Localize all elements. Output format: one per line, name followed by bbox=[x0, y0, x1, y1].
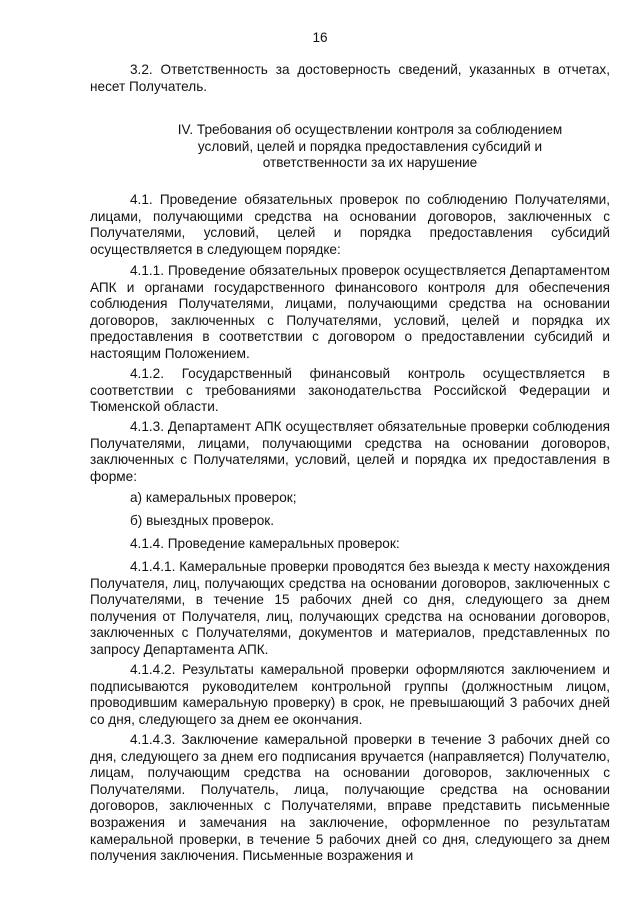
list-item-a: а) камеральных проверок; bbox=[130, 490, 297, 505]
paragraph-4-1-2: 4.1.2. Государственный финансовый контроль осуществляется в соответствии с требованиями законодательства Российской Федерации и Тюменской области. bbox=[90, 366, 610, 415]
page-number: 16 bbox=[312, 30, 328, 45]
paragraph-4-1-4: 4.1.4. Проведение камеральных проверок: bbox=[130, 536, 400, 551]
list-item-b: б) выездных проверок. bbox=[130, 513, 275, 528]
paragraph-3-2: 3.2. Ответственность за достоверность сведений, указанных в отчетах, несет Получатель. bbox=[90, 62, 610, 94]
paragraph-4-1-4-2: 4.1.4.2. Результаты камеральной проверки оформляются заключением и подписываются руководителем контрольной группы (должностным лицом, проводившим камеральную проверку) в срок, не превышающий 3 рабочих дней со дня, следующего за днем ее окончания. bbox=[90, 662, 610, 727]
section-heading: IV. Требования об осуществлении контроля за соблюдением условий, целей и порядка предоставления субсидий и ответственности за их нарушение bbox=[177, 122, 563, 171]
paragraph-4-1-4-3: 4.1.4.3. Заключение камеральной проверки в течение 3 рабочих дней со дня, следующего за днем его подписания вручается (направляется) Получателю, лицам, получающим средства на основании договоров, заключенных с Получателями. Получатель, лица, получающие средства на основании договоров, заключенных с Получателями, вправе представить письменные возражения и замечания на заключение, оформленное по результатам камеральной проверки, в течение 5 рабочих дней со дня, следующего за днем получения заключения. Письменные возражения и bbox=[90, 732, 610, 864]
paragraph-4-1-3: 4.1.3. Департамент АПК осуществляет обязательные проверки соблюдения Получателями, лицами, получающими средства на основании договоров, заключенных с Получателями, условий, целей и порядка их предоставления в форме: bbox=[90, 419, 610, 484]
paragraph-4-1: 4.1. Проведение обязательных проверок по соблюдению Получателями, лицами, получающими средства на основании договоров, заключенных с Получателями, условий, целей и порядка предоставления субсидий осуществляется в следующем порядке: bbox=[90, 192, 610, 257]
paragraph-4-1-4-1: 4.1.4.1. Камеральные проверки проводятся без выезда к месту нахождения Получателя, лиц, получающих средства на основании договоров, заключенных с Получателями, в течение 15 рабочих дней со дня, следующего за днем получения от Получателя, лиц, получающих средства на основании договоров, заключенных с Получателями, документов и материалов, представленных по запросу Департамента АПК. bbox=[90, 559, 610, 657]
paragraph-4-1-1: 4.1.1. Проведение обязательных проверок осуществляется Департаментом АПК и органами государственного финансового контроля для обеспечения соблюдения Получателями, лицами, получающими средства на основании договоров, заключенных с Получателями, условий, целей и порядка их предоставления в соответствии с договором о предоставлении субсидий и настоящим Положением. bbox=[90, 263, 610, 361]
